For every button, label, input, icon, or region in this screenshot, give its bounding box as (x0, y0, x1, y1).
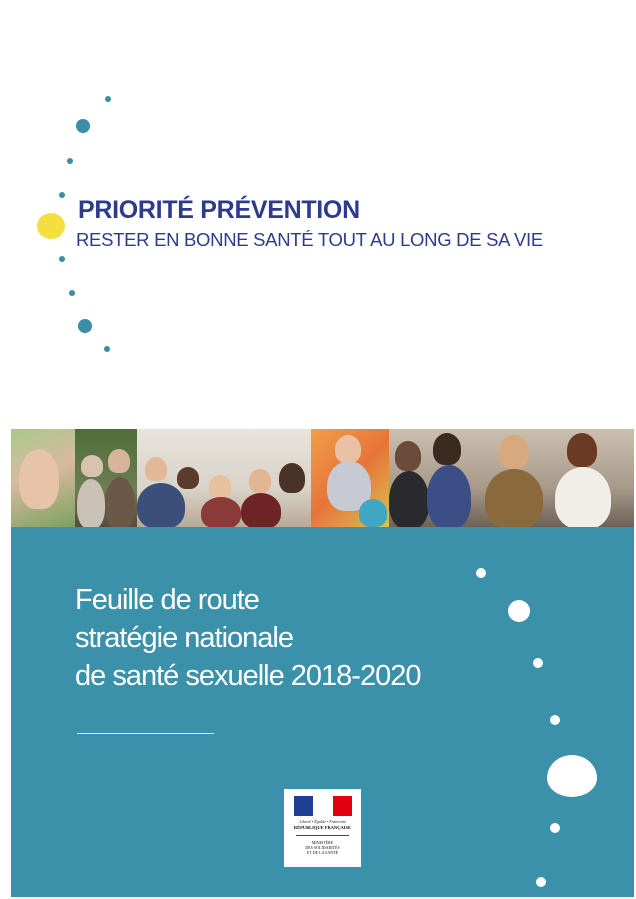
decor-dot (508, 600, 530, 622)
priority-title: PRIORITÉ PRÉVENTION (78, 196, 360, 224)
decor-dot (59, 192, 65, 198)
logo-motto: Liberté • Égalité • Fraternité (299, 819, 346, 824)
photo-strip (11, 429, 634, 527)
decor-dot (476, 568, 486, 578)
marianne-flag-icon (294, 796, 352, 816)
white-drop (547, 755, 597, 797)
ministry-line: DES SOLIDARITÉS (305, 845, 340, 850)
decor-dot (69, 290, 75, 296)
ministry-line: ET DE LA SANTÉ (306, 850, 339, 855)
toddler-photo (311, 429, 389, 527)
decor-dot (105, 96, 111, 102)
divider (77, 733, 214, 734)
document-title (75, 581, 420, 695)
cover-panel (11, 527, 634, 897)
yellow-drop (37, 213, 65, 239)
baby-hands-photo (11, 429, 75, 527)
priority-subtitle: RESTER EN BONNE SANTÉ TOUT AU LONG DE SA VIE (76, 229, 543, 250)
teens-photo (137, 429, 311, 527)
title-line: stratégie nationale (75, 622, 293, 654)
seniors-photo (75, 429, 137, 527)
decor-dot (59, 256, 65, 262)
ministry-logo (284, 789, 361, 867)
logo-separator (296, 835, 349, 836)
logo-republic: RÉPUBLIQUE FRANÇAISE (293, 825, 352, 830)
decor-dot (550, 715, 560, 725)
logo-ministry (284, 840, 361, 855)
decor-dot (104, 346, 110, 352)
decor-dot (76, 119, 90, 133)
decor-dot (536, 877, 546, 887)
decor-dot (67, 158, 73, 164)
title-line: Feuille de route (75, 584, 259, 616)
title-line: de santé sexuelle 2018-2020 (75, 660, 421, 692)
adults-discussion-photo (389, 429, 634, 527)
decor-dot (550, 823, 560, 833)
decor-dot (533, 658, 543, 668)
ministry-line: MINISTÈRE (311, 840, 334, 845)
decor-dot (78, 319, 92, 333)
